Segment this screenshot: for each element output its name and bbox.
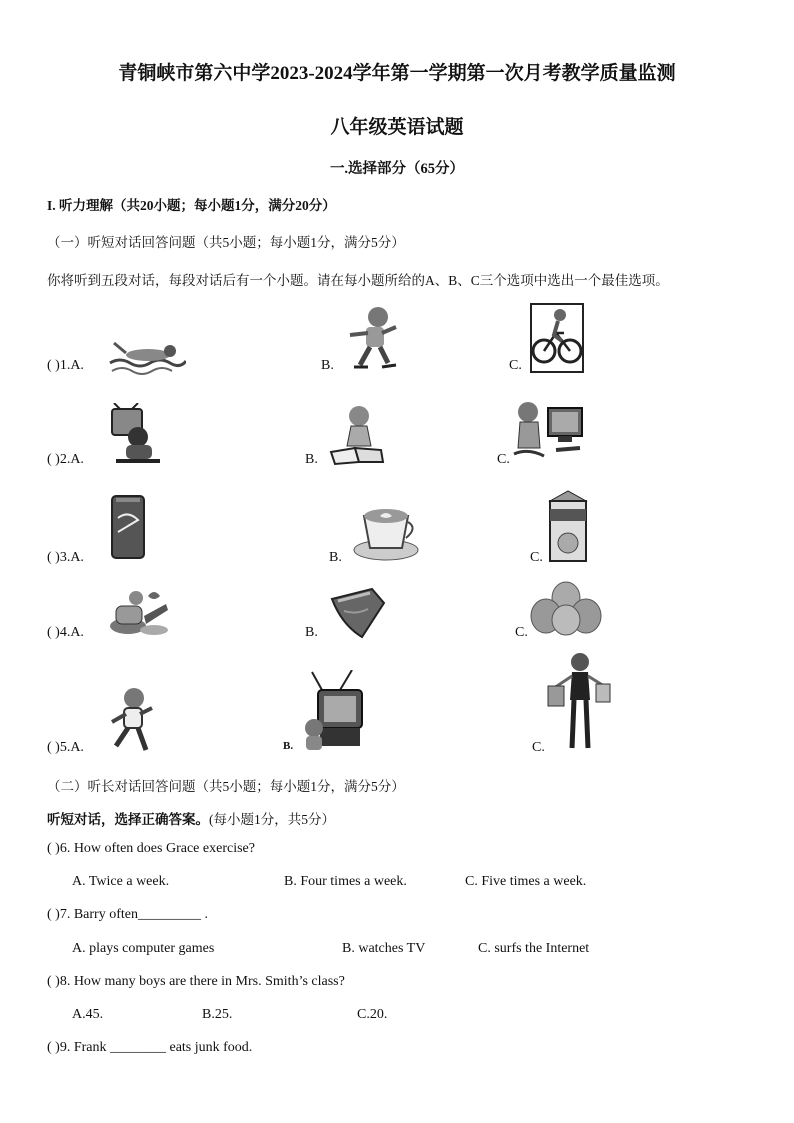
option-b-label: B. (321, 358, 334, 373)
option-c: C. surfs the Internet (478, 941, 590, 956)
question-number: ( )4.A. (47, 625, 84, 640)
question-number: ( )5.A. (47, 740, 84, 755)
option-a: A.45. (72, 1007, 104, 1022)
question-number: ( )2.A. (47, 452, 84, 467)
meat-icon (328, 585, 386, 644)
option-c-label: C. (497, 452, 510, 467)
swimming-icon (108, 335, 186, 380)
cola-can-icon (108, 492, 148, 567)
section-heading: I. 听力理解（共20小题；每小题1分，满分20分） (47, 198, 336, 213)
option-c: C.20. (357, 1007, 388, 1022)
question-stem: ( )7. Barry often_________ . (47, 907, 208, 922)
option-b-label: B. (283, 740, 294, 752)
reading-man-icon (327, 402, 387, 471)
part-heading: 一.选择部分（65分） (329, 161, 465, 177)
question-stem: ( )8. How many boys are there in Mrs. Smith’s class? (47, 974, 345, 989)
option-c-label: C. (515, 625, 528, 640)
option-c: C. Five times a week. (465, 874, 587, 889)
exam-subtitle: 八年级英语试题 (330, 117, 464, 138)
question-stem: ( )6. How often does Grace exercise? (47, 841, 255, 856)
option-b-label: B. (305, 452, 318, 467)
exam-title: 青铜峡市第六中学2023-2024学年第一学期第一次月考教学质量监测 (118, 63, 676, 84)
option-c-label: C. (509, 358, 522, 373)
skating-boy-icon (344, 305, 400, 378)
option-b-label: B. (329, 550, 342, 565)
watching-tv-icon (108, 403, 164, 470)
question-number: ( )1.A. (47, 358, 84, 373)
subsection-heading: （一）听短对话回答问题（共5小题；每小题1分，满分5分） (47, 235, 405, 250)
option-a: A. Twice a week. (72, 874, 170, 889)
option-c-label: C. (530, 550, 543, 565)
coffee-cup-icon (352, 500, 420, 569)
question-number: ( )3.A. (47, 550, 84, 565)
option-b: B. Four times a week. (284, 874, 407, 889)
instructions: 你将听到五段对话，每段对话后有一个小题。请在每小题所给的A、B、C三个选项中选出一个最佳选项。 (47, 273, 669, 288)
child-tv-icon (300, 670, 372, 759)
instruction-rest: (每小题1分，共5分） (209, 812, 335, 827)
computer-man-icon (510, 398, 592, 471)
juice-carton-icon (544, 489, 592, 568)
option-b-label: B. (305, 625, 318, 640)
option-a: A. plays computer games (72, 941, 215, 956)
cycling-icon (530, 303, 584, 378)
option-b: B. watches TV (342, 941, 426, 956)
subsection-heading-2: （二）听长对话回答问题（共5小题；每小题1分，满分5分） (47, 779, 405, 794)
eggs-icon (528, 580, 604, 641)
option-c-label: C. (532, 740, 545, 755)
instruction-line (47, 808, 335, 828)
vegetables-icon (108, 586, 170, 643)
running-boy-icon (108, 686, 156, 759)
instruction-bold: 听短对话，选择正确答案。 (47, 812, 209, 827)
option-b: B.25. (202, 1007, 233, 1022)
shopping-woman-icon (546, 650, 612, 759)
question-stem: ( )9. Frank ________ eats junk food. (47, 1040, 253, 1055)
